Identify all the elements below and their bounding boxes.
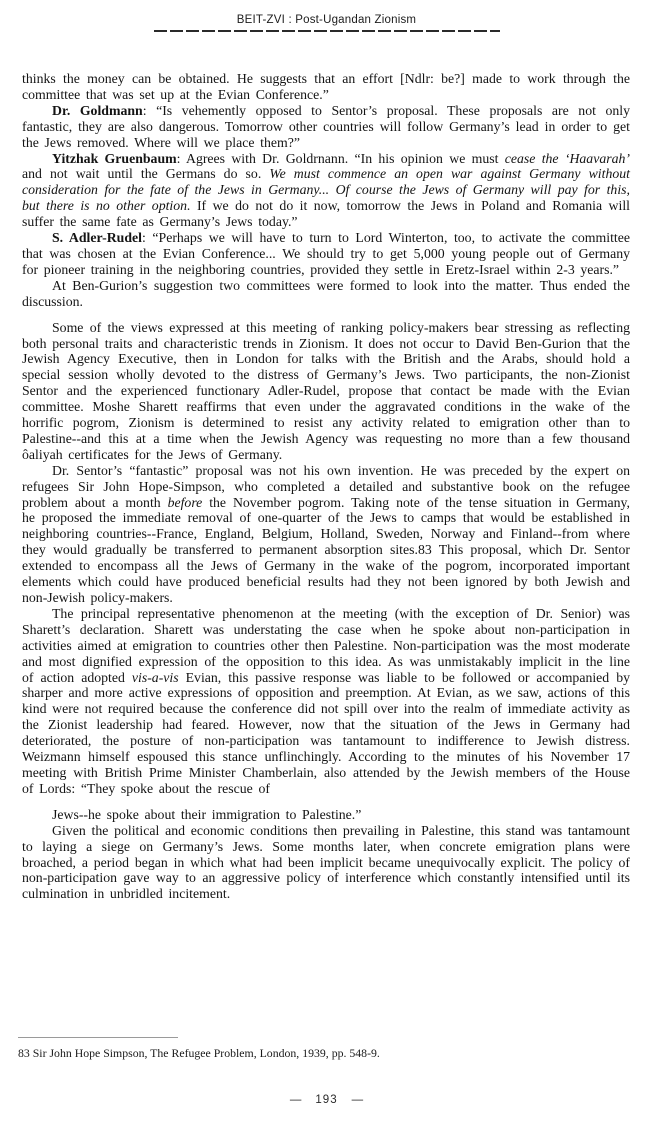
footnote-separator-rule (18, 1037, 178, 1038)
body-paragraphs (22, 71, 630, 902)
text-run: If we do not do it now, tomorrow the Jews in Poland and Romania will suffer the same fate as Germany’s Jews today.” (22, 198, 630, 230)
footnote-text: 83 Sir John Hope Simpson, The Refugee Problem, London, 1939, pp. 548-9. (18, 1046, 380, 1060)
emphasized-text: before (167, 494, 203, 510)
paragraph (22, 151, 630, 231)
paragraph (22, 230, 630, 278)
page-number-right-dash: — (351, 1094, 364, 1106)
paragraph (22, 103, 630, 151)
page-number: 193 (315, 1094, 338, 1106)
text-run: thinks the money can be obtained. He suggests that an effort [Ndlr: be?] made to work through the committee that was set up at the Evian Conference.” (22, 71, 630, 102)
emphasized-text: vis-a-vis (131, 669, 179, 685)
speaker-name: Yitzhak Gruenbaum (52, 150, 177, 166)
paragraph (22, 71, 630, 103)
text-run: The principal representative phenomenon at the meeting (with the exception of Dr. Senior) was Sharett’s declaration. Sharett was understating the case when he spoke about non-participation in activities aimed at emigration to countries other then Palestine. Non-participation was the most moderate and most dignified expression of the opposition to this idea. As was unmistakably implicit in the line of action adopted (22, 605, 630, 685)
paragraph (22, 320, 630, 463)
page-number-block (0, 1094, 653, 1106)
speaker-name: Dr. Goldmann (52, 102, 143, 118)
paragraph (22, 606, 630, 797)
speaker-name: S. Adler-Rudel (52, 230, 142, 246)
text-run: : “Perhaps we will have to turn to Lord Winterton, too, to activate the committee that was chosen at the Evian Conference... We should try to get 5,000 young people out of Germany for pioneer training in the neighboring countries, provided they settle in Eretz-Israel within 2-3 years.” (22, 230, 630, 277)
emphasized-text: We must commence an open war against Germany without consideration for the fate of the Jews in Germany... Of course the Jews of Germany will pay for this, but there is no other option. (22, 166, 630, 214)
paragraph (22, 463, 630, 606)
text-run: : “Is vehemently opposed to Sentor’s proposal. These proposals are not only fantastic, they are also dangerous. Tomorrow other countries will follow Germany’s lead in order to get the Jews removed. Where will we place them?” (22, 102, 631, 150)
text-run: the November pogrom. Taking note of the tense situation in Germany, he proposed the immediate removal of one-quarter of the Jews to camps that would be established in neighboring countries--France, England, Belgium, Holland, Sweden, Norway and Finland--from where they would gradually be transferred to permanent absorption sites.83 This proposal, which Dr. Sentor extended to encompass all the Jews of Germany in the wake of the pogrom, incorporated important elements which could have produced beneficial results had they not been ignored by both Jewish and non-Jewish policy-makers. (22, 494, 630, 605)
paragraph (22, 278, 630, 310)
text-run: Jews--he spoke about their immigration to Palestine.” (52, 806, 362, 822)
paragraph (22, 823, 630, 903)
text-run: Some of the views expressed at this meeting of ranking policy-makers bear stressing as reflecting both personal traits and characteristic trends in Zionism. It does not occur to David Ben-Gurion that the Jewish Agency Executive, then in London for talks with the British and the Arabs, should hold a special session wholly devoted to the distress of Germany’s Jews. Two participants, the non-Zionist Sentor and the experienced functionary Adler-Rudel, propose that contact be made with the Evian committee. Moshe Sharett reaffirms that even under the aggravated conditions in the wake of the horrific pogrom, Zionism is determined to resist any activity related to emigration other than to Palestine--and this at a time when the Jewish Agency was requesting no more than a few thousand ôaliyah certificates for the Jews of Germany. (22, 319, 630, 462)
text-run: : Agrees with Dr. Goldrnann. “In his opinion we must (176, 150, 505, 166)
text-run: Evian, this passive response was liable to be followed or accompanied by sharper and more active expressions of opposition and preemption. At Evian, as we saw, actions of this kind were not required because the conference did not spill over into the realm of immediate activity as the Zionist leadership had feared. However, now that the situation of the Jews in Germany had deteriorated, the posture of non-participation was tantamount to indifference to Jewish distress. Weizmann himself espoused this stance unflinchingly. According to the minutes of his November 17 meeting with British Prime Minister Chamberlain, also attended by the Jewish members of the House of Lords: “They spoke about the rescue of (22, 669, 631, 796)
text-run: Dr. Sentor’s “fantastic” proposal was not his own invention. He was preceded by the expert on refugees Sir John Hope-Simpson, who completed a detailed and substantive book on the refugee problem about a month (22, 462, 630, 510)
text-run: and not wait until the Germans do so. (22, 166, 270, 182)
text-run: Given the political and economic conditions then prevailing in Palestine, this stand was tantamount to laying a siege on Germany’s Jews. Some months later, when concrete emigration plans were broached, a period began in which what had been implicit became unequivocally explicit. The policy of non-participation gave way to an aggressive policy of interference which constantly intensified until its culmination in unbridled incitement. (22, 822, 630, 902)
text-run: At Ben-Gurion’s suggestion two committees were formed to look into the matter. Thus ended the discussion. (22, 277, 630, 309)
page-header (0, 14, 653, 32)
header-dashed-rule (154, 30, 500, 32)
running-head-title: BEIT-ZVI : Post-Ugandan Zionism (236, 14, 417, 26)
paragraph (22, 807, 630, 823)
page-number-left-dash: — (289, 1094, 302, 1106)
emphasized-text: cease the ‘Haavarah’ (504, 150, 630, 166)
